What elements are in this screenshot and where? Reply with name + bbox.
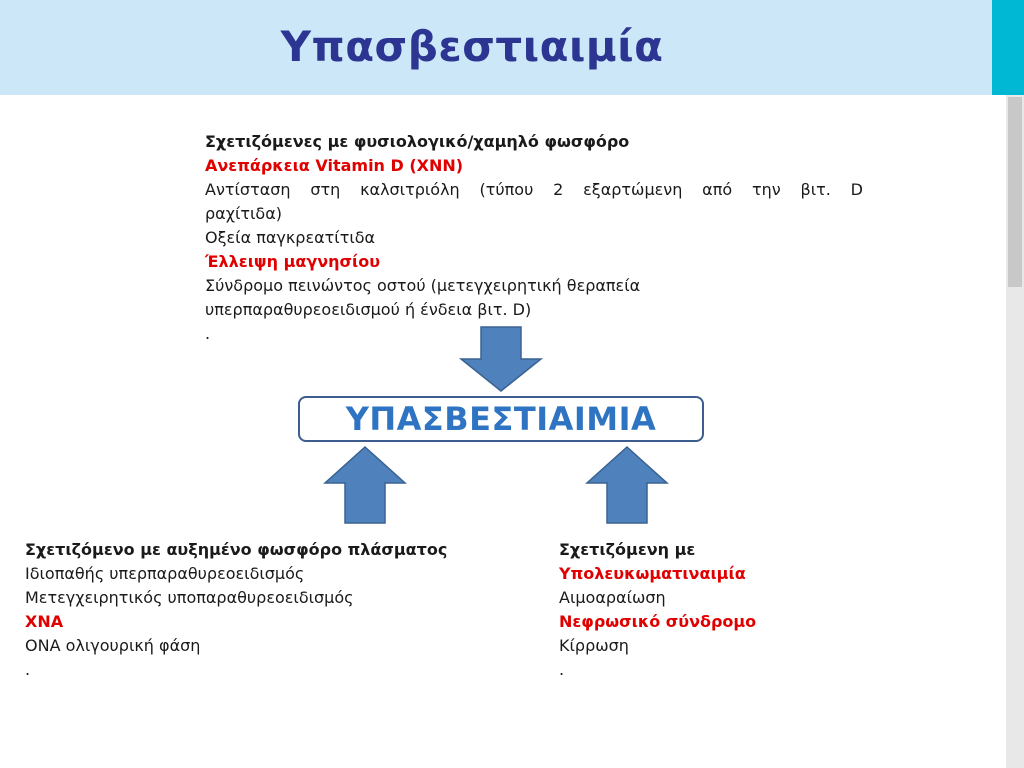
top-item-pancreatitis: Οξεία παγκρεατίτιδα (205, 228, 376, 247)
right-block-dot: . (559, 660, 565, 679)
scrollbar-thumb[interactable] (1008, 97, 1022, 287)
left-item-aki-oliguric: ΟΝΑ ολιγουρική φάση (25, 636, 201, 655)
left-item-postoperative: Μετεγχειρητικός υποπαραθυρεοειδισμός (25, 588, 354, 607)
right-item-nephrotic-syndrome: Νεφρωσικό σύνδρομο (559, 612, 757, 631)
left-item-ckd: ΧΝΑ (25, 612, 64, 631)
top-item-calcitriol-line2: ραχίτιδα) (205, 204, 282, 223)
top-item-magnesium: Έλλειψη μαγνησίου (205, 252, 381, 271)
left-block-dot: . (25, 660, 31, 679)
header-accent-bar (992, 0, 1024, 95)
related-causes-block (559, 538, 859, 682)
left-item-idiopathic: Ιδιοπαθής υπερπαραθυρεοειδισμός (25, 564, 305, 583)
right-block-heading: Σχετιζόμενη με (559, 540, 696, 559)
hypocalcemia-box-label: ΥΠΑΣΒΕΣΤΙΑΙΜΙΑ (345, 400, 657, 438)
top-item-vitamin-d: Ανεπάρκεια Vitamin D (ΧΝΝ) (205, 156, 464, 175)
up-arrow-right-icon (586, 446, 668, 524)
top-item-calcitriol-line1: Αντίσταση στη καλσιτριόλη (τύπου 2 εξαρτώμενη από την βιτ. D (205, 180, 863, 199)
right-item-hemodilution: Αιμοαραίωση (559, 588, 666, 607)
top-item-hungry-bone-line1: Σύνδρομο πεινώντος οστού (μετεγχειρητική θεραπεία (205, 276, 641, 295)
top-causes-block (205, 130, 863, 346)
hypocalcemia-box (298, 396, 704, 442)
top-block-dot: . (205, 324, 211, 343)
up-arrow-left-icon (324, 446, 406, 524)
down-arrow-icon (460, 326, 542, 392)
right-item-hypoalbuminemia: Υπολευκωματιναιμία (559, 564, 746, 583)
top-block-heading: Σχετιζόμενες με φυσιολογικό/χαμηλό φωσφόρο (205, 132, 630, 151)
left-block-heading: Σχετιζόμενο με αυξημένο φωσφόρο πλάσματος (25, 540, 448, 559)
slide-title: Υπασβεστιαιμία (280, 22, 664, 71)
top-item-hungry-bone-line2: υπερπαραθυρεοειδισμού ή ένδεια βιτ. D) (205, 300, 532, 319)
high-phosphate-causes-block (25, 538, 505, 682)
right-item-cirrhosis: Κίρρωση (559, 636, 629, 655)
